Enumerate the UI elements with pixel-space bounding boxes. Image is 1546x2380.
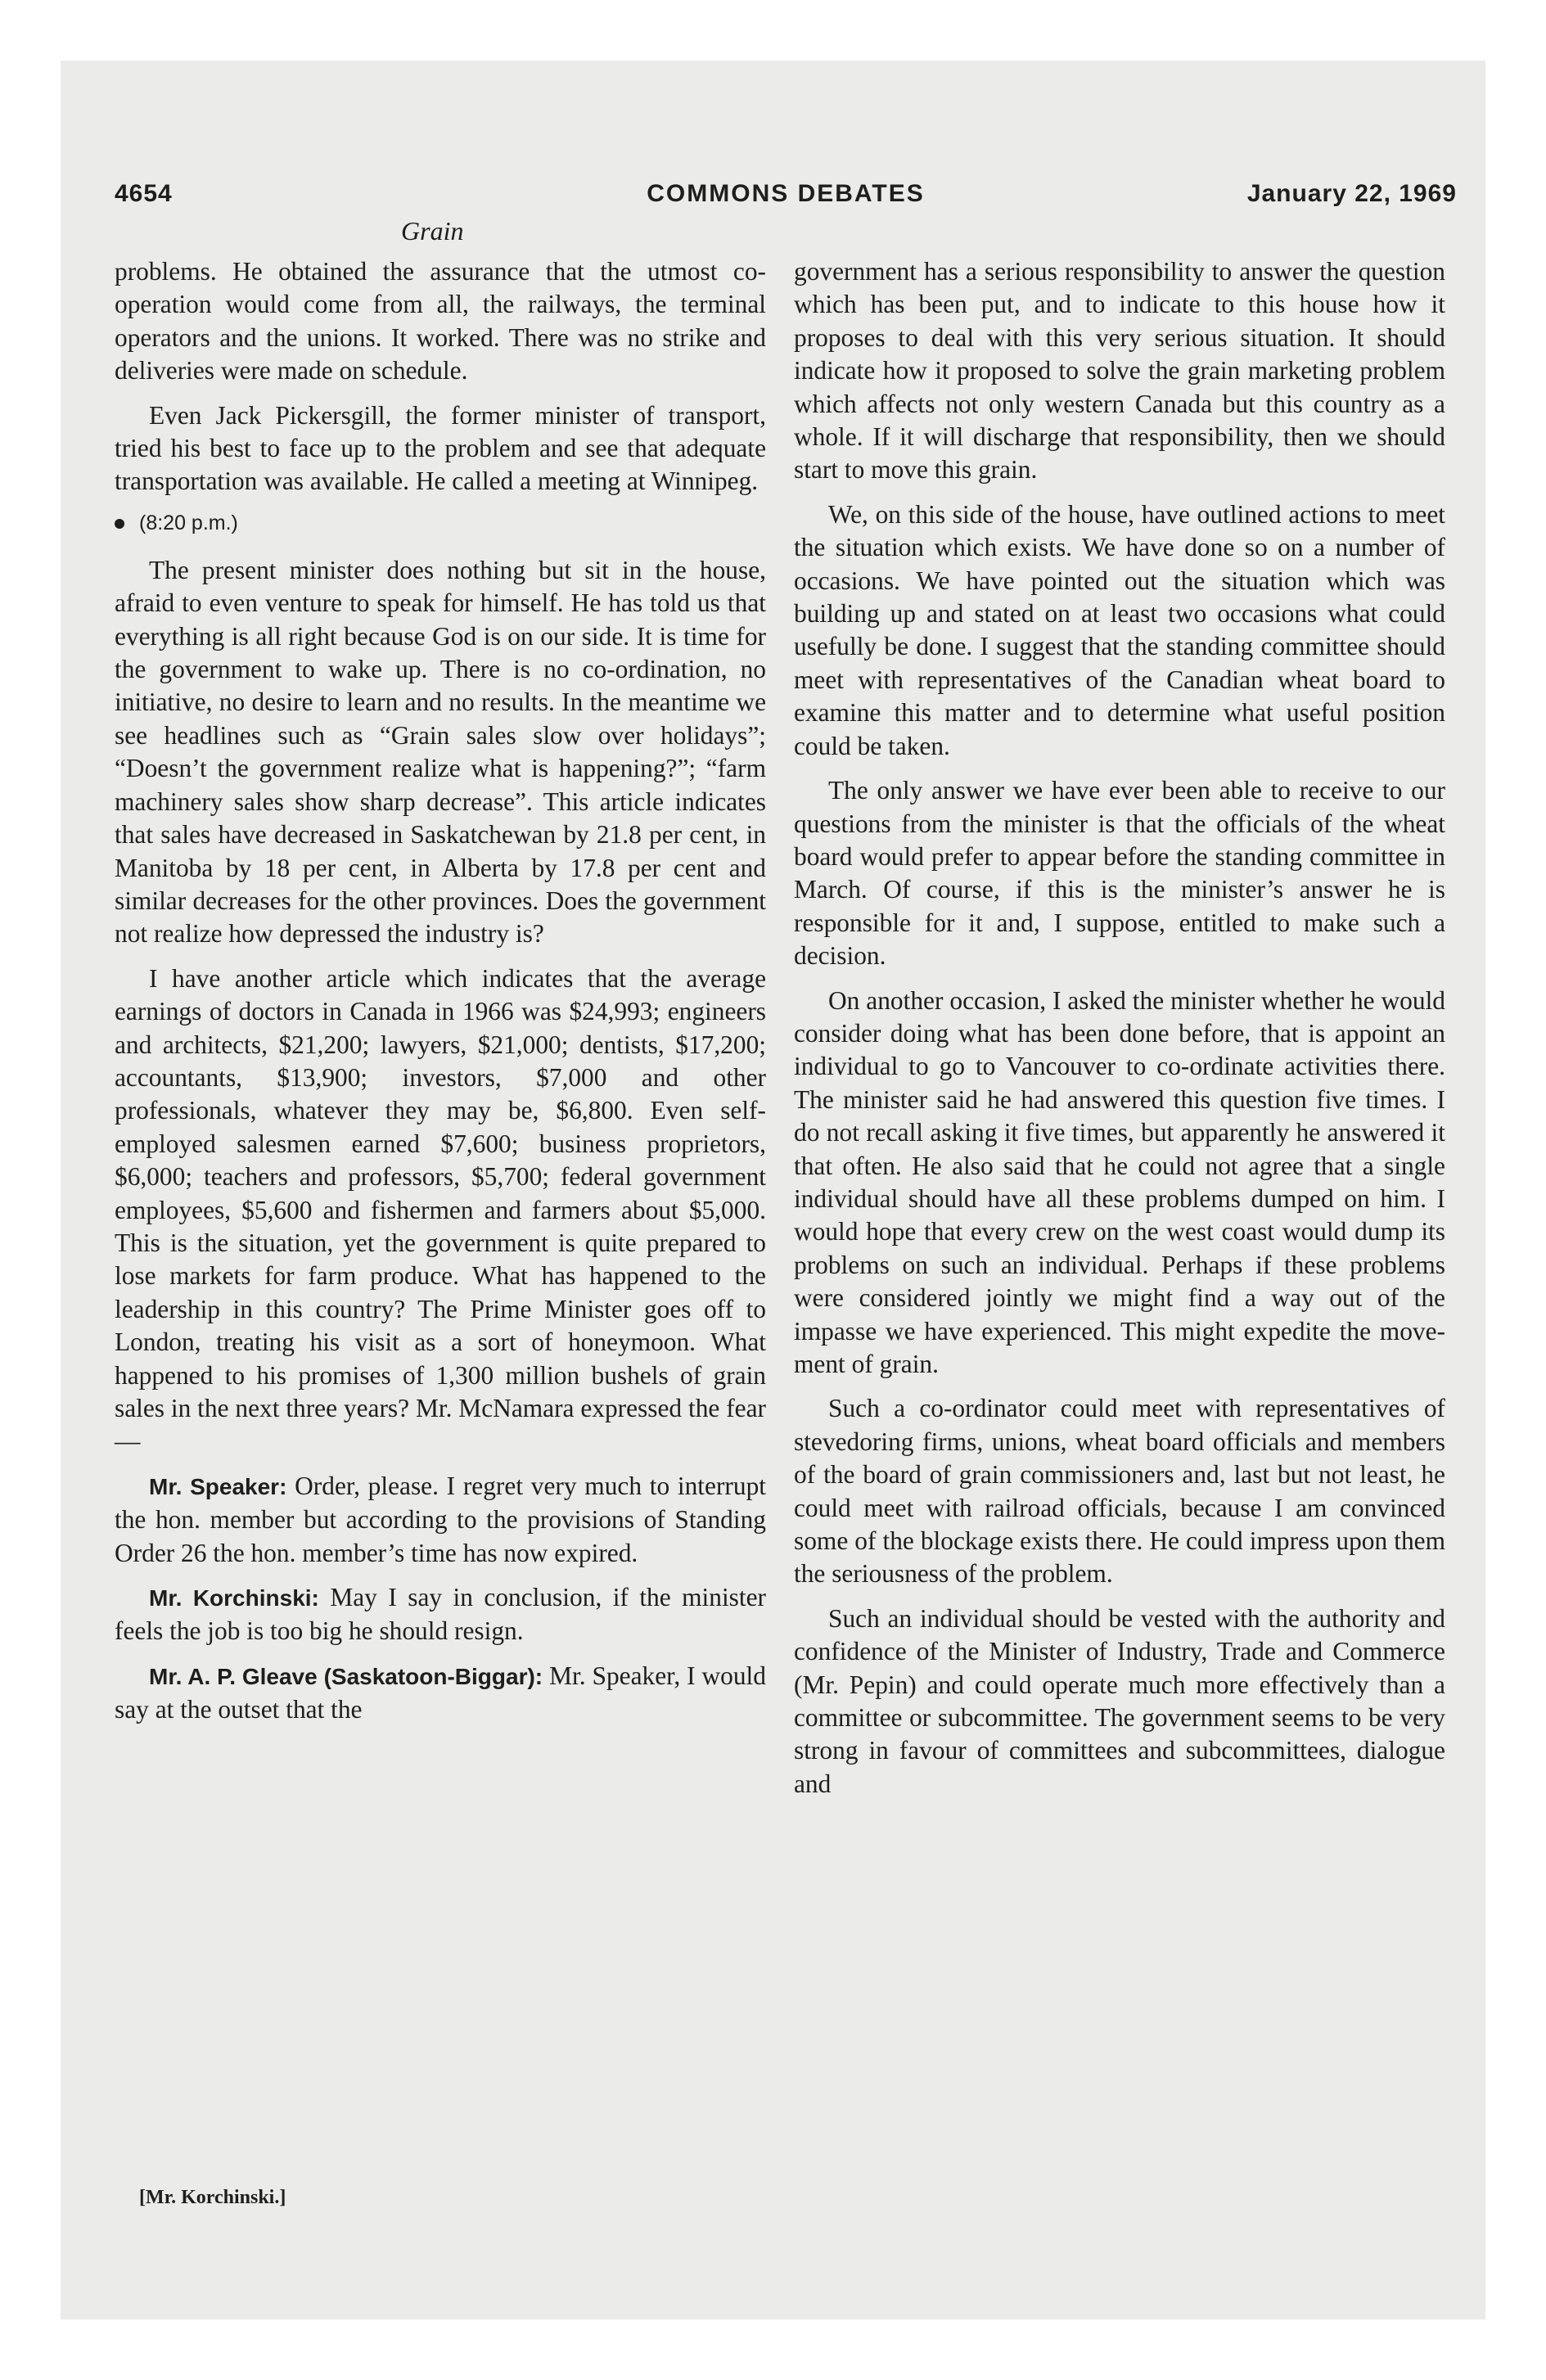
speech-text: Order, please. I regret very much to interrupt the hon. member but according to the provisions of Standing Order 26 the hon. member’s time has now expired. — [115, 1471, 766, 1567]
time-marker — [115, 510, 766, 536]
footer-speaker-note: [Mr. Korchinski.] — [139, 2187, 286, 2208]
time-marker-text: (8:20 p.m.) — [139, 511, 238, 534]
paragraph: We, on this side of the house, have outlined actions to meet the situation which exists. We have done so on a number of occasions. We have pointed out the situation which was building up and stated on at least two occasions what could usefully be done. I suggest that the standing committee should meet with representatives of the Canadian wheat board to examine this matter and to determine what useful position could be taken. — [794, 499, 1445, 760]
page-header — [115, 180, 1457, 221]
page-number: 4654 — [115, 180, 173, 207]
subject-heading: Grain — [401, 216, 464, 246]
paragraph: Even Jack Pickersgill, the former minister of transport, tried his best to face up to the problem and see that adequate transportation was available. He called a meeting at Winnipeg. — [115, 400, 766, 496]
speaker-paragraph — [115, 1660, 766, 1727]
speech-text: May I say in conclusion, if the minister feels the job is too big he should resign. — [115, 1583, 766, 1646]
speaker-name: Mr. Speaker: — [149, 1473, 287, 1499]
left-column — [115, 255, 766, 1738]
speech-text: Mr. Speaker, I would say at the outset that the — [115, 1661, 766, 1724]
paragraph: The only answer we have ever been able to receive to our questions from the minister is that the officials of the wheat board would prefer to appear before the standing committee in March. Of course, if this is the minister’s answer he is responsible for it and, I suppose, entitled to make such a decision. — [794, 776, 1445, 971]
speaker-name: Mr. A. P. Gleave (Saskatoon-Biggar): — [149, 1663, 543, 1689]
right-column — [794, 255, 1445, 1812]
paragraph: On another occasion, I asked the minister whether he would consider doing what has been done before, that is appoint an individual to go to Vancouver to co-ordinate activities there. The minister said he had answered this question five times. I do not recall asking it five times, but apparently he answered it that often. He also said that he could not agree that a single individual should have all these problems dumped on him. I would hope that every crew on the west coast would dump its problems on such an individual. Perhaps if these problems were considered jointly we might find a way out of the impasse we have experienced. This might expedite the movement of grain. — [794, 985, 1445, 1378]
speaker-name: Mr. Korchinski: — [149, 1585, 319, 1611]
bullet-icon — [115, 519, 124, 529]
paragraph: problems. He obtained the assurance that the utmost co-operation would come from all, the railways, the terminal operators and the unions. It worked. There was no strike and deliveries were made on schedule. — [115, 257, 766, 385]
paragraph: government has a serious responsibility to answer the question which has been put, and to indicate to this house how it proposes to deal with this very serious situation. It should indicate how it proposed to solve the grain marketing problem which affects not only western Canada but this country as a whole. If it will discharge that responsibility, then we should start to move this grain. — [794, 257, 1445, 485]
paragraph: The present minister does nothing but sit in the house, afraid to even venture to speak for himself. He has told us that everything is all right because God is on our side. It is time for the government to wake up. There is no co-ordination, no initiative, no desire to learn and no results. In the meantime we see headlines such as “Grain sales slow over holidays”; “Doesn’t the government realize what is happening?”; “farm machinery sales show sharp decrease”. This article indicates that sales have decreased in Saskatchewan by 21.8 per cent, in Manitoba by 18 per cent, in Alberta by 17.8 per cent and similar decreases for the other provinces. Does the government not realize how depressed the industry is? — [115, 555, 766, 949]
speaker-paragraph — [115, 1581, 766, 1648]
paragraph: Such an individual should be vested with the authority and confidence of the Minister of Industry, Trade and Commerce (Mr. Pepin) and could operate much more effectively than a committee or subcommittee. The government seems to be very strong in favour of committees and subcommittees, dialogue and — [794, 1603, 1445, 1798]
publication-title: COMMONS DEBATES — [647, 180, 925, 207]
paragraph: Such a co-ordinator could meet with representatives of stevedoring firms, unions, wheat board officials and members of the board of grain commissioners and, last but not least, he could meet with railroad officials, because I am convinced some of the blockage exists there. He could impress upon them the seriousness of the problem. — [794, 1394, 1445, 1589]
paragraph: I have another article which indicates that the average earnings of doctors in Canada in 1966 was $24,993; engineers and architects, $21,200; lawyers, $21,000; dentists, $17,200; accountants, $13,900; investors, $7,000 and other professionals, whatever they may be, $6,800. Even self-employed salesmen earned $7,600; business proprietors, $6,000; teachers and professors, $5,700; federal government employees, $5,600 and fishermen and farmers about $5,000. This is the situation, yet the government is quite prepared to lose markets for farm produce. What has happened to the leadership in this country? The Prime Minister goes off to London, treating his visit as a sort of honeymoon. What happened to his promises of 1,300 million bushels of grain sales in the next three years? Mr. McNamara expressed the fear— — [115, 963, 766, 1456]
speaker-paragraph — [115, 1470, 766, 1570]
publication-date: January 22, 1969 — [1246, 180, 1457, 207]
